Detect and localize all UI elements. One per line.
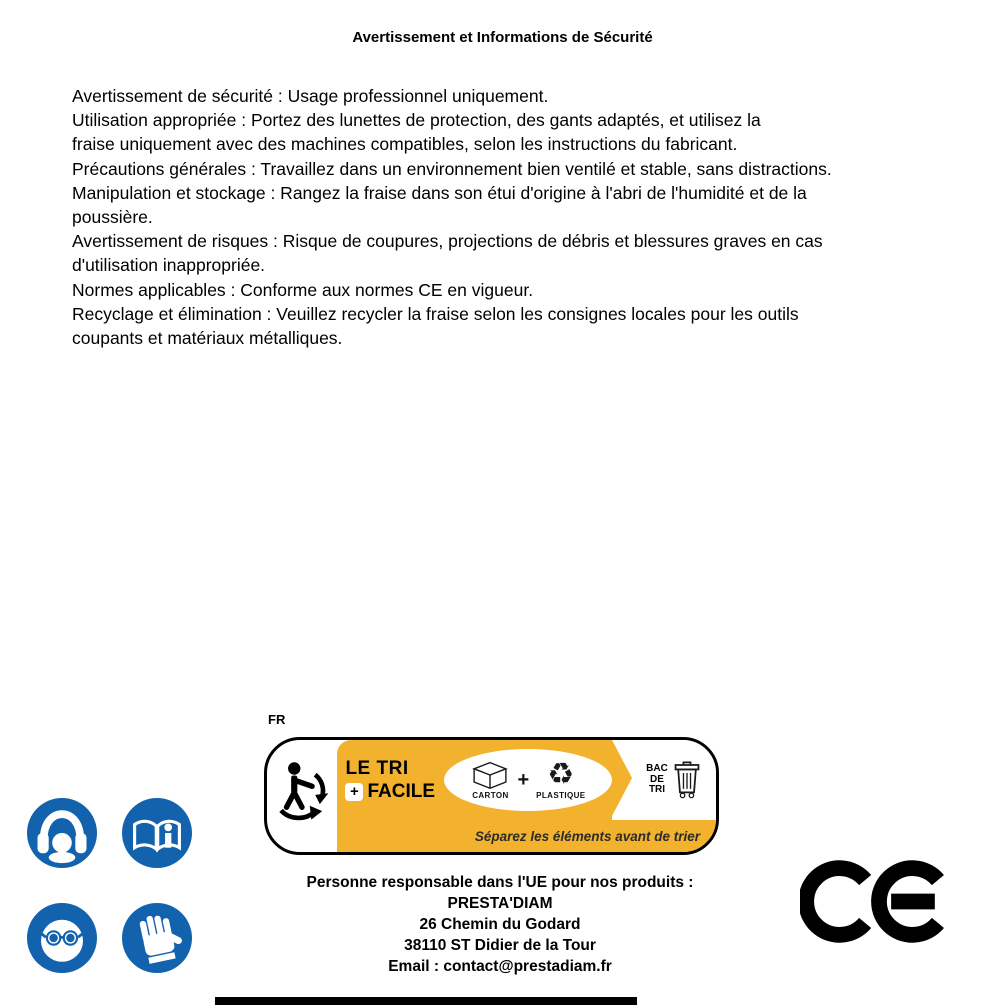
- body-line: d'utilisation inappropriée.: [72, 255, 266, 276]
- body-line: poussière.: [72, 207, 153, 228]
- body-line: Avertissement de sécurité : Usage professionnel uniquement.: [72, 86, 549, 106]
- plastique-material: [536, 757, 586, 800]
- body-line: Recyclage et élimination : Veuillez recycler la fraise selon les consignes locales pour les outils: [72, 303, 799, 324]
- ce-glyph: [800, 856, 958, 947]
- triman-glyph: [271, 751, 333, 841]
- le-tri-text: LE TRI: [345, 758, 409, 779]
- read-manual-icon: [122, 798, 192, 868]
- bac-line: BAC: [646, 762, 668, 774]
- plus-chip-icon: +: [345, 783, 363, 801]
- carton-label: CARTON: [472, 791, 509, 800]
- facile-text-row: [345, 782, 435, 801]
- bac-de-tri-area: [632, 740, 716, 820]
- label-right-section: [337, 740, 716, 852]
- triman-icon: [267, 740, 337, 852]
- body-line: fraise uniquement avec des machines compatibles, selon les instructions du fabricant.: [72, 134, 738, 155]
- address-line: PRESTA'DIAM: [447, 895, 553, 912]
- address-line: 26 Chemin du Godard: [419, 916, 581, 933]
- plastique-label: PLASTIQUE: [536, 791, 586, 800]
- body-line: Manipulation et stockage : Rangez la fraise dans son étui d'origine à l'abri de l'humidité et de la: [72, 182, 807, 203]
- country-code-label: FR: [268, 712, 286, 727]
- address-line: Personne responsable dans l'UE pour nos produits :: [306, 874, 694, 891]
- tri-facile-text: [345, 759, 435, 801]
- responsible-address-block: [280, 872, 720, 977]
- oval-plus-sign: +: [517, 768, 530, 791]
- eye-protection-icon: [27, 903, 97, 973]
- label-top-row: [337, 740, 716, 820]
- bac-de-tri-label: [646, 764, 668, 796]
- body-line: Précautions générales : Travaillez dans un environnement bien ventilé et stable, sans distractions.: [72, 158, 832, 179]
- carton-box-icon: [470, 760, 510, 790]
- address-line: 38110 ST Didier de la Tour: [404, 937, 596, 954]
- safety-text-block: [72, 84, 962, 350]
- safety-goggles-glyph: [27, 903, 97, 973]
- body-line: Utilisation appropriée : Portez des lunettes de protection, des gants adaptés, et utilisez la: [72, 110, 761, 131]
- carton-material: [470, 760, 510, 800]
- glove-glyph: [122, 903, 192, 973]
- materials-oval: [444, 749, 612, 811]
- yellow-chevron-icon: [612, 740, 632, 816]
- trash-bin-icon: [672, 759, 702, 801]
- recycling-info-label: [264, 737, 719, 855]
- ce-marking-icon: [800, 856, 958, 952]
- sort-tagline: Séparez les éléments avant de trier: [337, 820, 716, 852]
- bottom-crop-bar: [215, 997, 637, 1005]
- body-line: Normes applicables : Conforme aux normes CE en vigueur.: [72, 279, 534, 300]
- protective-gloves-icon: [122, 903, 192, 973]
- bac-line: DE: [650, 773, 664, 785]
- tri-facile-block: [337, 740, 612, 820]
- open-book-glyph: [122, 798, 192, 868]
- recycle-triangle-icon: ♻: [547, 757, 575, 792]
- address-line: Email : contact@prestadiam.fr: [388, 958, 612, 975]
- ear-protection-icon: [27, 798, 97, 868]
- page-title: Avertissement et Informations de Sécurité: [352, 29, 653, 46]
- ear-protection-glyph: [27, 798, 97, 868]
- bac-line: TRI: [648, 784, 666, 796]
- facile-text: FACILE: [367, 781, 435, 802]
- body-line: Avertissement de risques : Risque de coupures, projections de débris et blessures graves en cas: [72, 231, 823, 252]
- body-line: coupants et matériaux métalliques.: [72, 328, 343, 349]
